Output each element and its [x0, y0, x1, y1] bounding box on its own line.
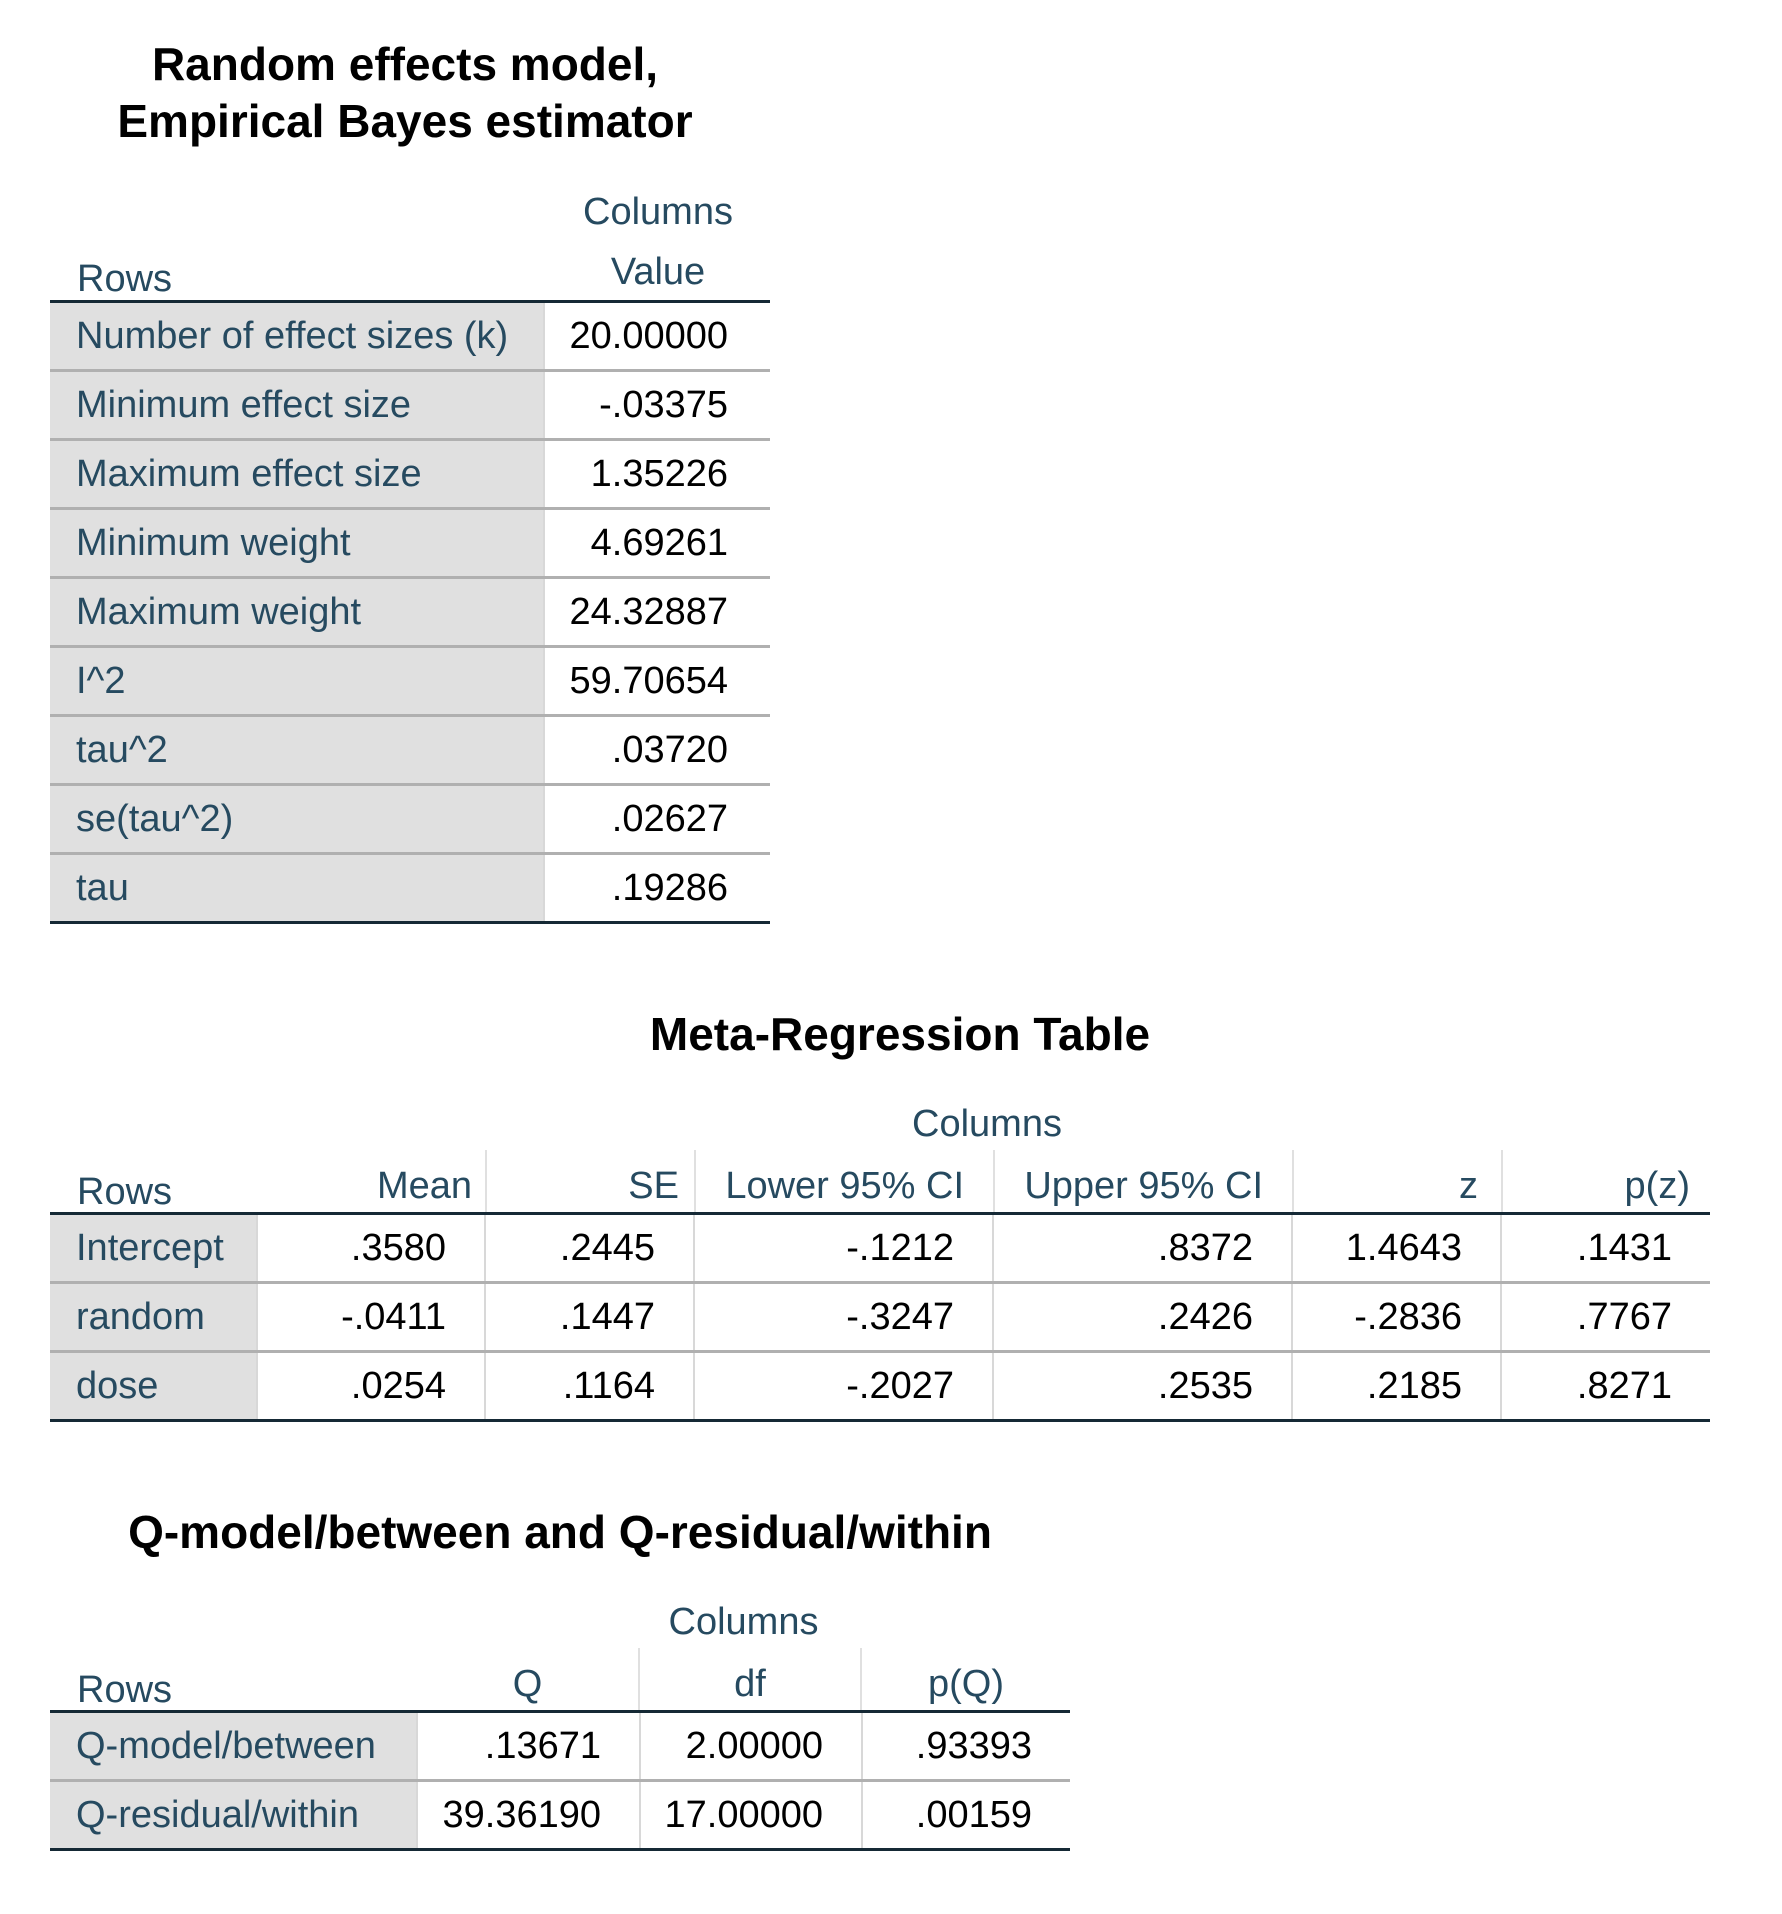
- cell-q: 39.36190: [417, 1781, 640, 1850]
- table-row: [50, 371, 770, 440]
- table2-header-z: z: [1459, 1165, 1478, 1207]
- table1-grid: [50, 300, 770, 924]
- table3-title: Q-model/between and Q-residual/within: [128, 1506, 992, 1558]
- table-row: [50, 578, 770, 647]
- table3-columns-label: Columns: [668, 1601, 819, 1643]
- cell-mean: -.0411: [257, 1283, 485, 1352]
- row-label: Maximum effect size: [50, 440, 544, 509]
- table2-header-pz: p(z): [1624, 1165, 1690, 1207]
- row-label: se(tau^2): [50, 785, 544, 854]
- row-label: Q-residual/within: [50, 1781, 417, 1850]
- cell-mean: .0254: [257, 1352, 485, 1421]
- table2-header-se: SE: [628, 1165, 679, 1207]
- table3-header-q: Q: [512, 1663, 543, 1705]
- table-row: [50, 1283, 1710, 1352]
- row-label: Minimum effect size: [50, 371, 544, 440]
- table-row: [50, 440, 770, 509]
- cell-z: .2185: [1292, 1352, 1501, 1421]
- cell-pz: .1431: [1501, 1214, 1710, 1283]
- cell-value: 1.35226: [544, 440, 770, 509]
- cell-se: .1164: [485, 1352, 694, 1421]
- table2-header-lower-ci: Lower 95% CI: [725, 1165, 964, 1207]
- table1-rows-label: Rows: [77, 258, 173, 300]
- table2-rows-label: Rows: [77, 1171, 173, 1213]
- table1-title-line2: Empirical Bayes estimator: [117, 95, 693, 147]
- table3-rows-label: Rows: [77, 1669, 173, 1711]
- cell-df: 2.00000: [640, 1712, 862, 1781]
- table1-header-value: Value: [610, 251, 706, 293]
- table-row: [50, 785, 770, 854]
- table2-header-upper-ci: Upper 95% CI: [1024, 1165, 1263, 1207]
- row-label: Number of effect sizes (k): [50, 302, 544, 371]
- cell-lower-ci: -.3247: [694, 1283, 993, 1352]
- row-label: Q-model/between: [50, 1712, 417, 1781]
- table2-header-mean: Mean: [376, 1165, 472, 1207]
- cell-mean: .3580: [257, 1214, 485, 1283]
- row-label: Minimum weight: [50, 509, 544, 578]
- cell-pz: .7767: [1501, 1283, 1710, 1352]
- table2-grid: [50, 1212, 1710, 1422]
- cell-z: 1.4643: [1292, 1214, 1501, 1283]
- row-label: random: [50, 1283, 257, 1352]
- cell-value: .19286: [544, 854, 770, 923]
- table2-columns-label: Columns: [912, 1103, 1062, 1145]
- cell-pq: .93393: [862, 1712, 1070, 1781]
- row-label: tau^2: [50, 716, 544, 785]
- row-label: I^2: [50, 647, 544, 716]
- row-label: tau: [50, 854, 544, 923]
- cell-lower-ci: -.2027: [694, 1352, 993, 1421]
- table-row: [50, 1712, 1070, 1781]
- cell-se: .1447: [485, 1283, 694, 1352]
- cell-upper-ci: .2535: [993, 1352, 1292, 1421]
- table-row: [50, 1352, 1710, 1421]
- cell-value: .02627: [544, 785, 770, 854]
- table-row: [50, 716, 770, 785]
- table-row: [50, 1214, 1710, 1283]
- cell-value: -.03375: [544, 371, 770, 440]
- table1-columns-label: Columns: [583, 191, 733, 233]
- cell-value: 59.70654: [544, 647, 770, 716]
- cell-se: .2445: [485, 1214, 694, 1283]
- table-row: [50, 509, 770, 578]
- cell-value: 24.32887: [544, 578, 770, 647]
- table3-header-pq: p(Q): [928, 1663, 1004, 1705]
- table-row: [50, 647, 770, 716]
- table2-title: Meta-Regression Table: [649, 1008, 1151, 1060]
- table-row: [50, 1781, 1070, 1850]
- cell-value: .03720: [544, 716, 770, 785]
- cell-pq: .00159: [862, 1781, 1070, 1850]
- cell-upper-ci: .8372: [993, 1214, 1292, 1283]
- cell-upper-ci: .2426: [993, 1283, 1292, 1352]
- cell-pz: .8271: [1501, 1352, 1710, 1421]
- table1-title: [40, 36, 770, 150]
- cell-df: 17.00000: [640, 1781, 862, 1850]
- row-label: Maximum weight: [50, 578, 544, 647]
- cell-value: 20.00000: [544, 302, 770, 371]
- table1-title-line1: Random effects model,: [151, 38, 659, 90]
- table3-header-df: df: [734, 1663, 766, 1705]
- table-row: [50, 302, 770, 371]
- cell-lower-ci: -.1212: [694, 1214, 993, 1283]
- row-label: dose: [50, 1352, 257, 1421]
- table-row: [50, 854, 770, 923]
- cell-z: -.2836: [1292, 1283, 1501, 1352]
- row-label: Intercept: [50, 1214, 257, 1283]
- cell-q: .13671: [417, 1712, 640, 1781]
- table3-grid: [50, 1710, 1070, 1851]
- cell-value: 4.69261: [544, 509, 770, 578]
